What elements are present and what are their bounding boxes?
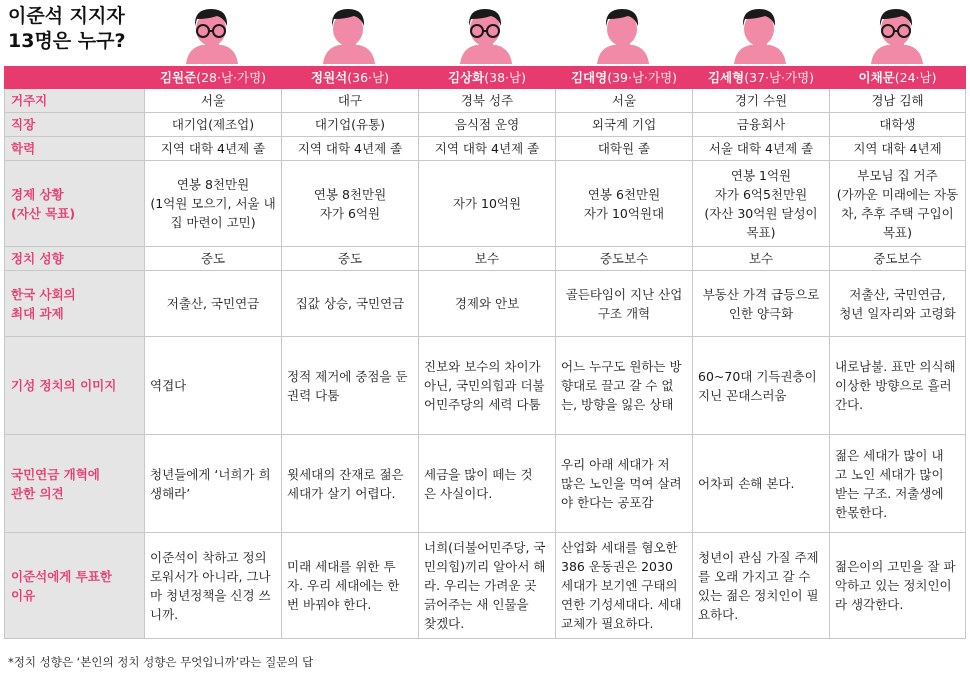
person-meta: (38·남) <box>484 70 526 85</box>
table-row <box>5 137 966 161</box>
supporter-table <box>4 66 966 639</box>
table-cell: 연봉 1억원 자가 6억5천만원 (자산 30억원 달성이 목표) <box>693 161 830 247</box>
table-cell: 지역 대학 4년제 졸 <box>145 137 282 161</box>
table-cell: 젊은이의 고민을 잘 파 악하고 있는 정치인이 라 생각한다. <box>830 533 966 639</box>
table-cell: 경제와 안보 <box>419 271 556 337</box>
table-cell: 집값 상승, 국민연금 <box>282 271 419 337</box>
person-header <box>419 67 556 89</box>
table-cell: 금융회사 <box>693 113 830 137</box>
table-cell: 산업화 세대를 혐오한 386 운동권은 2030 세대가 보기엔 구태의 연한 기성세대다. 세대 교체가 필요하다. <box>556 533 693 639</box>
table-cell: 청년들에게 ‘너희가 희 생해라’ <box>145 435 282 533</box>
person-icon <box>869 4 925 64</box>
table-row <box>5 247 966 271</box>
table-cell: 서울 <box>556 89 693 113</box>
person-meta: (28·남·가명) <box>196 70 267 85</box>
avatar <box>691 4 828 64</box>
table-cell: 지역 대학 4년제 졸 <box>282 137 419 161</box>
row-label: 정치 성향 <box>5 247 145 271</box>
person-icon <box>321 4 377 64</box>
table-cell: 윗세대의 잔재로 젊은 세대가 살기 어렵다. <box>282 435 419 533</box>
table-row <box>5 435 966 533</box>
table-cell: 경남 김해 <box>830 89 966 113</box>
table-cell: 우리 아래 세대가 저 많은 노인을 먹여 살려 야 한다는 공포감 <box>556 435 693 533</box>
table-cell: 지역 대학 4년제 졸 <box>419 137 556 161</box>
row-label: 국민연금 개혁에 관한 의견 <box>5 435 145 533</box>
person-name: 정원석 <box>311 70 348 85</box>
table-cell: 중도보수 <box>556 247 693 271</box>
table-row <box>5 271 966 337</box>
person-name: 김세형 <box>707 70 745 85</box>
table-cell: 보수 <box>419 247 556 271</box>
person-icon <box>458 4 514 64</box>
row-label: 거주지 <box>5 89 145 113</box>
person-name: 김상화 <box>448 70 485 85</box>
table-cell: 연봉 6천만원 자가 10억원대 <box>556 161 693 247</box>
person-name: 김대영 <box>570 70 608 85</box>
person-name: 이채문 <box>858 70 895 85</box>
person-icon <box>595 4 651 64</box>
table-cell: 골든타임이 지난 산업 구조 개혁 <box>556 271 693 337</box>
person-header <box>693 67 830 89</box>
table-cell: 세금을 많이 떼는 것 은 사실이다. <box>419 435 556 533</box>
table-cell: 미래 세대를 위한 투 자. 우리 세대에는 한 번 바꿔야 한다. <box>282 533 419 639</box>
avatar <box>417 4 554 64</box>
table-cell: 음식점 운영 <box>419 113 556 137</box>
row-label: 경제 상황 (자산 목표) <box>5 161 145 247</box>
person-meta: (39·남·가명) <box>607 70 678 85</box>
table-cell: 보수 <box>693 247 830 271</box>
table-row <box>5 89 966 113</box>
person-header <box>556 67 693 89</box>
table-cell: 경북 성주 <box>419 89 556 113</box>
table-cell: 중도 <box>282 247 419 271</box>
table-cell: 대구 <box>282 89 419 113</box>
table-cell: 정적 제거에 중점을 둔 권력 다툼 <box>282 337 419 435</box>
table-cell: 내로남불. 표만 의식해 이상한 방향으로 흘러 간다. <box>830 337 966 435</box>
person-meta: (24·남) <box>894 70 937 85</box>
person-header <box>145 67 282 89</box>
table-row <box>5 337 966 435</box>
title-line-2: 13명은 누구? <box>8 30 126 52</box>
person-name: 김원준 <box>159 70 197 85</box>
table-cell: 대기업(제조업) <box>145 113 282 137</box>
table-cell: 부동산 가격 급등으로 인한 양극화 <box>693 271 830 337</box>
person-icon <box>732 4 788 64</box>
row-label: 한국 사회의 최대 과제 <box>5 271 145 337</box>
table-row <box>5 161 966 247</box>
row-label: 직장 <box>5 113 145 137</box>
row-label: 이준석에게 투표한 이유 <box>5 533 145 639</box>
table-cell: 청년이 관심 가질 주제 를 오래 가지고 갈 수 있는 젊은 정치인이 필 요하다. <box>693 533 830 639</box>
header-row <box>5 67 966 89</box>
table-cell: 서울 <box>145 89 282 113</box>
header-corner <box>5 67 145 89</box>
table-cell: 어느 누구도 원하는 방 향대로 끌고 갈 수 없 는, 방향을 잃은 상태 <box>556 337 693 435</box>
table-cell: 대기업(유통) <box>282 113 419 137</box>
table-cell: 연봉 8천만원 (1억원 모으기, 서울 내 집 마련이 고민) <box>145 161 282 247</box>
table-cell: 대학생 <box>830 113 966 137</box>
person-icon <box>184 4 240 64</box>
table-cell: 자가 10억원 <box>419 161 556 247</box>
person-header <box>830 67 966 89</box>
title-line-1: 이준석 지지자 <box>8 5 125 27</box>
person-header <box>282 67 419 89</box>
table-cell: 이준석이 착하고 정의 로워서가 아니라, 그나 마 청년정책을 신경 쓰 니까. <box>145 533 282 639</box>
table-row <box>5 533 966 639</box>
footnote: *정치 성향은 ‘본인의 정치 성향은 무엇입니까’라는 질문의 답 <box>8 655 314 669</box>
table-row <box>5 113 966 137</box>
table-cell: 역겹다 <box>145 337 282 435</box>
table-cell: 너희(더불어민주당, 국 민의힘)끼리 알아서 해 라. 우리는 가려운 곳 긁어주는 새 인물을 찾겠다. <box>419 533 556 639</box>
table-cell: 저출산, 국민연금 <box>145 271 282 337</box>
table-cell: 저출산, 국민연금, 청년 일자리와 고령화 <box>830 271 966 337</box>
avatar <box>143 4 280 64</box>
table-cell: 서울 대학 4년제 졸 <box>693 137 830 161</box>
table-cell: 대학원 졸 <box>556 137 693 161</box>
table-cell: 60~70대 기득권층이 지닌 꼰대스러움 <box>693 337 830 435</box>
avatar <box>280 4 417 64</box>
row-label: 학력 <box>5 137 145 161</box>
table-cell: 경기 수원 <box>693 89 830 113</box>
table-cell: 지역 대학 4년제 <box>830 137 966 161</box>
table-cell: 진보와 보수의 차이가 아닌, 국민의힘과 더불 어민주당의 세력 다툼 <box>419 337 556 435</box>
table-cell: 어차피 손해 본다. <box>693 435 830 533</box>
table-cell: 중도보수 <box>830 247 966 271</box>
page-title <box>8 4 138 54</box>
table-cell: 중도 <box>145 247 282 271</box>
avatar-strip <box>143 4 965 64</box>
row-label: 기성 정치의 이미지 <box>5 337 145 435</box>
person-meta: (36·남) <box>347 70 389 85</box>
person-meta: (37·남·가명) <box>744 70 815 85</box>
table-cell: 젊은 세대가 많이 내 고 노인 세대가 많이 받는 구조. 저출생에 한몫한다. <box>830 435 966 533</box>
table-cell: 외국계 기업 <box>556 113 693 137</box>
table-cell: 부모님 집 거주 (가까운 미래에는 자동 차, 추후 주택 구입이 목표) <box>830 161 966 247</box>
table-cell: 연봉 8천만원 자가 6억원 <box>282 161 419 247</box>
avatar <box>828 4 965 64</box>
avatar <box>554 4 691 64</box>
